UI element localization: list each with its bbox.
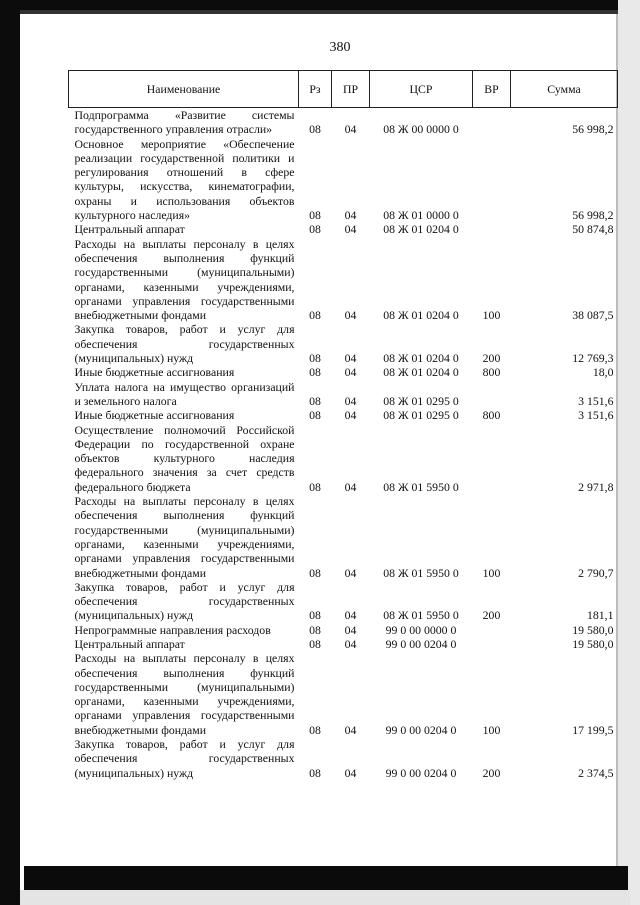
- cell-csr: 08 Ж 01 0204 0: [383, 351, 459, 366]
- scan-border-top-shadow: [20, 10, 618, 14]
- cell-pr: 04: [344, 122, 357, 137]
- table-row: [69, 237, 618, 323]
- table-row: [69, 494, 618, 580]
- cell-name: Уплата налога на имущество организаций и земельного налога: [74, 379, 295, 408]
- cell-vr: [473, 623, 511, 637]
- cell-csr: 08 Ж 01 0204 0: [383, 308, 459, 323]
- cell-rz: 08: [309, 222, 321, 237]
- cell-sum: 19 580,0: [572, 622, 614, 637]
- budget-table: [68, 70, 618, 780]
- table-row: [69, 423, 618, 494]
- scan-border-bottom-margin: [20, 890, 630, 905]
- cell-vr: [473, 108, 511, 137]
- cell-pr: 04: [344, 351, 357, 366]
- cell-pr: 04: [344, 565, 357, 580]
- cell-pr: 04: [344, 365, 357, 380]
- cell-sum: 17 199,5: [572, 722, 614, 737]
- cell-rz: 08: [309, 351, 321, 366]
- cell-rz: 08: [309, 722, 321, 737]
- cell-csr: 99 0 00 0204 0: [385, 636, 457, 651]
- page-number: 380: [329, 40, 351, 55]
- cell-pr: 04: [344, 308, 357, 323]
- cell-name: Центральный аппарат: [74, 222, 185, 237]
- scan-border-bottom: [24, 866, 628, 890]
- column-header-pr: ПР: [332, 71, 370, 108]
- table-row: [69, 365, 618, 379]
- cell-sum: 18,0: [592, 365, 614, 380]
- cell-rz: 08: [309, 208, 321, 223]
- cell-vr: 200: [482, 608, 501, 623]
- cell-sum: 3 151,6: [578, 393, 614, 408]
- column-header-sum: Сумма: [511, 71, 618, 108]
- cell-rz: 08: [309, 622, 321, 637]
- cell-pr: 04: [344, 393, 357, 408]
- cell-pr: 04: [344, 608, 357, 623]
- cell-csr: 08 Ж 01 5950 0: [383, 479, 459, 494]
- cell-csr: 08 Ж 01 0000 0: [383, 208, 459, 223]
- cell-name: Непрограммные направления расходов: [74, 622, 271, 637]
- cell-sum: 56 998,2: [572, 122, 614, 137]
- cell-vr: 100: [482, 722, 501, 737]
- cell-csr: 08 Ж 01 5950 0: [383, 608, 459, 623]
- cell-sum: 2 790,7: [578, 565, 614, 580]
- cell-rz: 08: [309, 122, 321, 137]
- cell-pr: 04: [344, 222, 357, 237]
- cell-sum: 3 151,6: [578, 408, 614, 423]
- cell-vr: 200: [482, 351, 501, 366]
- cell-rz: 08: [309, 608, 321, 623]
- table-row: [69, 580, 618, 623]
- cell-pr: 04: [344, 479, 357, 494]
- column-header-csr: ЦСР: [370, 71, 473, 108]
- column-header-rz: Рз: [299, 71, 332, 108]
- table-row: [69, 108, 618, 137]
- cell-name: Расходы на выплаты персоналу в целях обеспечения выполнения функций государственными (муниципальными) органами, казенными учреждениями, органами управления государственными внебюджетными фондами: [74, 236, 295, 323]
- cell-rz: 08: [309, 765, 321, 780]
- cell-sum: 181,1: [586, 608, 614, 623]
- cell-vr: 800: [482, 408, 501, 423]
- cell-name: Закупка товаров, работ и услуг для обеспечения государственных (муниципальных) нужд: [74, 579, 295, 623]
- cell-vr: [473, 380, 511, 409]
- cell-csr: 08 Ж 01 5950 0: [383, 565, 459, 580]
- cell-sum: 56 998,2: [572, 208, 614, 223]
- cell-csr: 08 Ж 01 0204 0: [383, 222, 459, 237]
- cell-vr: [473, 137, 511, 223]
- budget-table-container: [68, 70, 617, 780]
- cell-sum: 2 971,8: [578, 479, 614, 494]
- cell-name: Закупка товаров, работ и услуг для обеспечения государственных (муниципальных) нужд: [74, 322, 295, 366]
- column-header-vr: ВР: [473, 71, 511, 108]
- cell-name: Осуществление полномочий Российской Федерации по государственной охране объектов культурного наследия федерального значения за счет средств федерального бюджета: [74, 422, 295, 494]
- table-row: [69, 737, 618, 780]
- cell-name: Закупка товаров, работ и услуг для обеспечения государственных (муниципальных) нужд: [74, 737, 295, 780]
- cell-name: Расходы на выплаты персоналу в целях обеспечения выполнения функций государственными (муниципальными) органами, казенными учреждениями, органами управления государственными внебюджетными фондами: [74, 494, 295, 580]
- scan-border-top: [20, 0, 618, 10]
- cell-vr: [473, 423, 511, 494]
- cell-pr: 04: [344, 765, 357, 780]
- cell-rz: 08: [309, 636, 321, 651]
- cell-sum: 2 374,5: [578, 765, 614, 780]
- cell-csr: 99 0 00 0000 0: [385, 622, 457, 637]
- cell-vr: [473, 637, 511, 651]
- cell-vr: 100: [482, 565, 501, 580]
- cell-vr: 200: [482, 765, 501, 780]
- cell-rz: 08: [309, 479, 321, 494]
- cell-name: Иные бюджетные ассигнования: [74, 365, 235, 380]
- cell-pr: 04: [344, 408, 357, 423]
- cell-pr: 04: [344, 722, 357, 737]
- table-row: [69, 380, 618, 409]
- cell-name: Основное мероприятие «Обеспечение реализации государственной политики и регулирования отношений в сфере культуры, искусства, кинематографии, охраны и использования объектов культурного наследия»: [74, 136, 295, 223]
- cell-vr: 800: [482, 365, 501, 380]
- cell-name: Центральный аппарат: [74, 636, 185, 651]
- column-header-name: Наименование: [69, 71, 299, 108]
- cell-csr: 99 0 00 0204 0: [385, 722, 457, 737]
- cell-sum: 50 874,8: [572, 222, 614, 237]
- table-row: [69, 222, 618, 236]
- cell-csr: 08 Ж 01 0295 0: [383, 393, 459, 408]
- cell-sum: 12 769,3: [572, 351, 614, 366]
- cell-name: Подпрограмма «Развитие системы государственного управления отрасли»: [74, 108, 295, 137]
- cell-rz: 08: [309, 565, 321, 580]
- cell-sum: 38 087,5: [572, 308, 614, 323]
- cell-csr: 08 Ж 01 0295 0: [383, 408, 459, 423]
- table-row: [69, 623, 618, 637]
- cell-sum: 19 580,0: [572, 636, 614, 651]
- cell-rz: 08: [309, 408, 321, 423]
- cell-pr: 04: [344, 636, 357, 651]
- cell-rz: 08: [309, 393, 321, 408]
- table-row: [69, 408, 618, 422]
- cell-csr: 99 0 00 0204 0: [385, 765, 457, 780]
- scan-border-right: [618, 0, 640, 905]
- cell-vr: 100: [482, 308, 501, 323]
- cell-rz: 08: [309, 308, 321, 323]
- table-row: [69, 322, 618, 365]
- cell-name: Иные бюджетные ассигнования: [74, 408, 235, 423]
- cell-rz: 08: [309, 365, 321, 380]
- cell-csr: 08 Ж 00 0000 0: [383, 122, 459, 137]
- cell-csr: 08 Ж 01 0204 0: [383, 365, 459, 380]
- cell-vr: [473, 222, 511, 236]
- cell-name: Расходы на выплаты персоналу в целях обеспечения выполнения функций государственными (муниципальными) органами, казенными учреждениями, органами управления государственными внебюджетными фондами: [74, 651, 295, 737]
- table-body: [69, 108, 618, 780]
- table-row: [69, 651, 618, 737]
- table-row: [69, 137, 618, 223]
- cell-pr: 04: [344, 622, 357, 637]
- scan-border-left: [0, 0, 20, 905]
- table-row: [69, 637, 618, 651]
- table-header: [69, 71, 618, 108]
- cell-pr: 04: [344, 208, 357, 223]
